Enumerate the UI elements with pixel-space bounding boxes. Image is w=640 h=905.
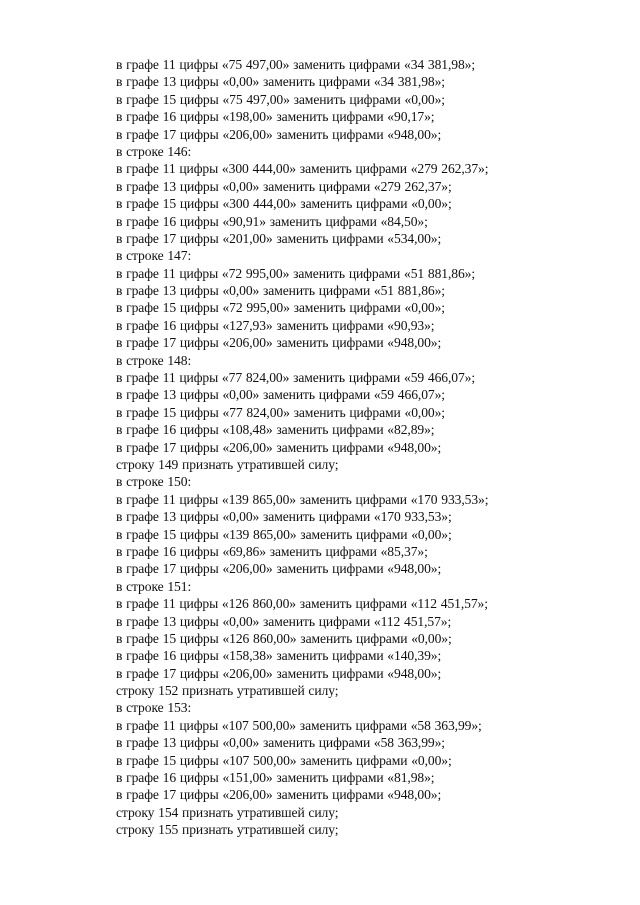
row-heading: в строке 151: (116, 578, 192, 594)
text-line: в графе 11 цифры «77 824,00» заменить цифрами «59 466,07»; (116, 370, 476, 386)
text-line: в графе 16 цифры «198,00» заменить цифрами «90,17»; (116, 109, 435, 125)
text-line: в графе 13 цифры «0,00» заменить цифрами «58 363,99»; (116, 735, 445, 751)
text-line: в графе 17 цифры «206,00» заменить цифрами «948,00»; (116, 126, 442, 142)
repeal-line: строку 152 признать утратившей силу; (116, 683, 339, 699)
text-line: в графе 17 цифры «206,00» заменить цифрами «948,00»; (116, 335, 442, 351)
text-line: в графе 11 цифры «72 995,00» заменить цифрами «51 881,86»; (116, 265, 476, 281)
text-line: в графе 17 цифры «206,00» заменить цифрами «948,00»; (116, 561, 442, 577)
text-line: в графе 15 цифры «139 865,00» заменить цифрами «0,00»; (116, 526, 452, 542)
text-line: в графе 17 цифры «201,00» заменить цифрами «534,00»; (116, 230, 442, 246)
text-line: в графе 17 цифры «206,00» заменить цифрами «948,00»; (116, 665, 442, 681)
text-line: в графе 17 цифры «206,00» заменить цифрами «948,00»; (116, 439, 442, 455)
text-line: в графе 15 цифры «72 995,00» заменить цифрами «0,00»; (116, 300, 445, 316)
row-heading: в строке 150: (116, 474, 192, 490)
text-line: в графе 15 цифры «300 444,00» заменить цифрами «0,00»; (116, 196, 452, 212)
text-line: в графе 16 цифры «127,93» заменить цифрами «90,93»; (116, 317, 435, 333)
text-line: в графе 16 цифры «151,00» заменить цифрами «81,98»; (116, 770, 435, 786)
text-line: в графе 15 цифры «126 860,00» заменить цифрами «0,00»; (116, 630, 452, 646)
text-line: в графе 13 цифры «0,00» заменить цифрами «59 466,07»; (116, 387, 445, 403)
text-line: в графе 16 цифры «69,86» заменить цифрами «85,37»; (116, 543, 428, 559)
row-heading: в строке 146: (116, 143, 192, 159)
text-line: в графе 11 цифры «126 860,00» заменить цифрами «112 451,57»; (116, 596, 488, 612)
text-line: в графе 13 цифры «0,00» заменить цифрами «112 451,57»; (116, 613, 452, 629)
text-line: в графе 16 цифры «90,91» заменить цифрами «84,50»; (116, 213, 428, 229)
text-line: в графе 13 цифры «0,00» заменить цифрами «51 881,86»; (116, 283, 445, 299)
text-line: в графе 13 цифры «0,00» заменить цифрами «34 381,98»; (116, 74, 445, 90)
repeal-line: строку 154 признать утратившей силу; (116, 804, 339, 820)
text-line: в графе 16 цифры «158,38» заменить цифрами «140,39»; (116, 648, 442, 664)
repeal-line: строку 149 признать утратившей силу; (116, 456, 339, 472)
text-line: в графе 13 цифры «0,00» заменить цифрами «170 933,53»; (116, 509, 452, 525)
text-line: в графе 17 цифры «206,00» заменить цифрами «948,00»; (116, 787, 442, 803)
text-line: в графе 11 цифры «139 865,00» заменить цифрами «170 933,53»; (116, 491, 489, 507)
row-heading: в строке 147: (116, 248, 192, 264)
text-line: в графе 11 цифры «300 444,00» заменить цифрами «279 262,37»; (116, 161, 489, 177)
text-line: в графе 15 цифры «77 824,00» заменить цифрами «0,00»; (116, 404, 445, 420)
text-line: в графе 15 цифры «75 497,00» заменить цифрами «0,00»; (116, 91, 445, 107)
text-line: в графе 13 цифры «0,00» заменить цифрами «279 262,37»; (116, 178, 452, 194)
text-line: в графе 11 цифры «107 500,00» заменить цифрами «58 363,99»; (116, 717, 482, 733)
row-heading: в строке 153: (116, 700, 192, 716)
text-line: в графе 11 цифры «75 497,00» заменить цифрами «34 381,98»; (116, 57, 476, 72)
repeal-line: строку 155 признать утратившей силу; (116, 822, 339, 838)
amendment-text-block (116, 56, 616, 839)
text-line: в графе 15 цифры «107 500,00» заменить цифрами «0,00»; (116, 752, 452, 768)
text-line: в графе 16 цифры «108,48» заменить цифрами «82,89»; (116, 422, 435, 438)
row-heading: в строке 148: (116, 352, 192, 368)
